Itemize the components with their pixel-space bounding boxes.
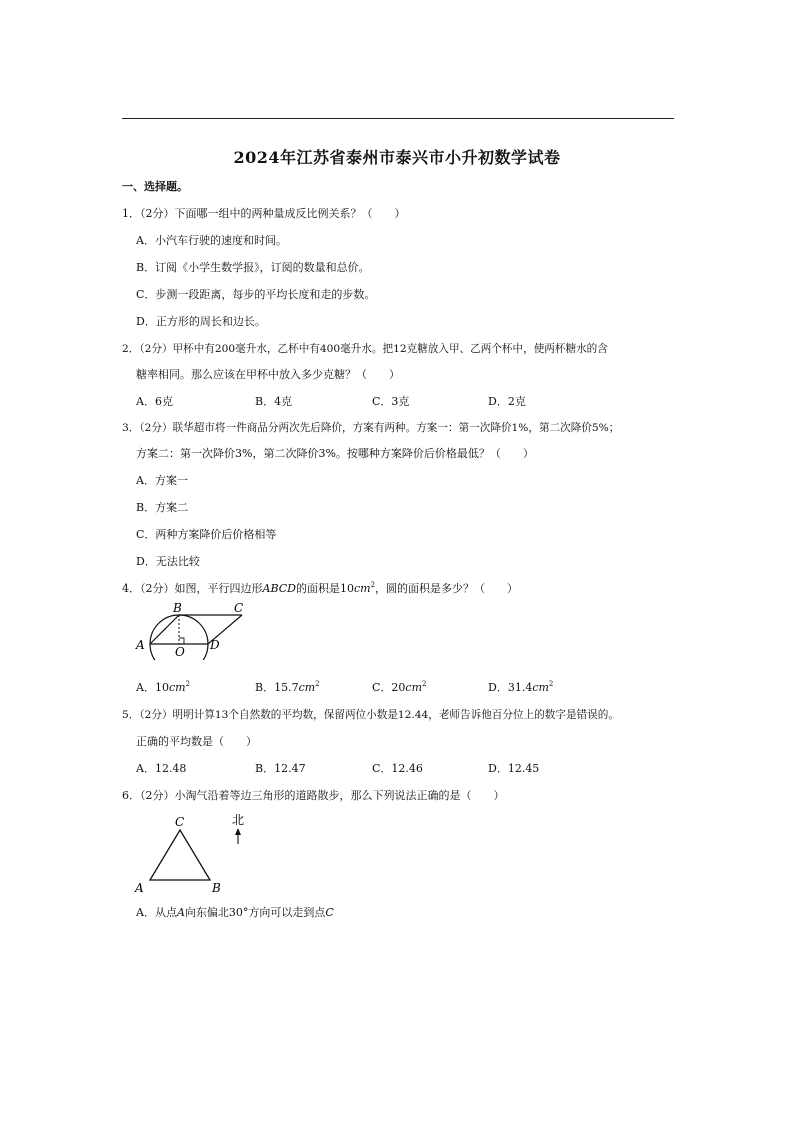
q4-label-c: C bbox=[234, 601, 244, 615]
q4-option-d-sup: 2 bbox=[548, 680, 554, 688]
q4-stem-abcd: ABCD bbox=[262, 582, 296, 595]
q4-label-b: B bbox=[173, 601, 182, 615]
q4-label-o: O bbox=[175, 645, 185, 659]
q3-option-b: B．方案二 bbox=[136, 501, 189, 514]
q4-option-b-unit: cm bbox=[298, 681, 316, 694]
q6-option-a bbox=[136, 906, 334, 920]
q6-label-b: B bbox=[212, 881, 221, 895]
q4-option-c-value: C．20 bbox=[372, 681, 406, 694]
header-rule bbox=[122, 118, 674, 119]
q4-stem-unit: cm bbox=[353, 582, 371, 595]
q4-option-a-value: A．10 bbox=[136, 681, 169, 694]
q1-option-d: D．正方形的周长和边长。 bbox=[136, 315, 266, 328]
q4-stem-part3: ，圆的面积是多少？（ ） bbox=[375, 582, 519, 595]
q4-option-d-unit: cm bbox=[532, 681, 549, 694]
q6-north-arrow-icon bbox=[235, 828, 241, 835]
q2-stem-line1: 2．（2分）甲杯中有200毫升水，乙杯中有400毫升水。把12克糖放入甲、乙两个杯中，使两杯糖水的含 bbox=[122, 343, 608, 355]
q4-stem-part1: 4．（2分）如图，平行四边形 bbox=[122, 582, 263, 595]
q4-option-c bbox=[372, 681, 426, 695]
q6-north-label: 北 bbox=[232, 813, 245, 827]
q5-option-b: B．12.47 bbox=[255, 762, 306, 775]
q4-option-d bbox=[488, 681, 553, 695]
q1-stem: 1．（2分）下面哪一组中的两种量成反比例关系？（ ） bbox=[122, 207, 406, 220]
q4-right-angle bbox=[179, 638, 184, 644]
q4-stem bbox=[122, 582, 518, 596]
q3-stem-line1: 3．（2分）联华超市将一件商品分两次先后降价，方案有两种。方案一：第一次降价1%，第二次降价5%； bbox=[122, 422, 620, 434]
q4-label-a: A bbox=[136, 638, 145, 652]
q6-label-c: C bbox=[175, 815, 185, 829]
q4-option-b-value: B．15.7 bbox=[255, 681, 299, 694]
q4-stem-part2: 的面积是10 bbox=[295, 582, 354, 595]
page-title: 2024年江苏省泰州市泰兴市小升初数学试卷 bbox=[233, 148, 561, 167]
q4-stem-sup: 2 bbox=[370, 581, 376, 589]
q1-option-a: A．小汽车行驶的速度和时间。 bbox=[136, 234, 287, 247]
q4-option-c-unit: cm bbox=[405, 681, 423, 694]
q2-stem-line2: 糖率相同。那么应该在甲杯中放入多少克糖？（ ） bbox=[136, 368, 400, 381]
q4-option-b-sup: 2 bbox=[315, 680, 320, 688]
q6-option-a-part2: 向东偏北30°方向可以走到点 bbox=[184, 906, 326, 919]
q5-stem-line2: 正确的平均数是（ ） bbox=[136, 735, 257, 748]
q6-triangle bbox=[150, 830, 210, 880]
q4-label-d: D bbox=[210, 638, 220, 652]
q4-option-d-value: D．31.4 bbox=[488, 681, 533, 694]
q2-option-d: D．2克 bbox=[488, 395, 526, 408]
q6-figure-triangle bbox=[130, 808, 260, 896]
q1-option-c: C．步测一段距离，每步的平均长度和走的步数。 bbox=[136, 288, 376, 301]
q4-option-a bbox=[136, 681, 190, 695]
q4-option-c-sup: 2 bbox=[422, 680, 427, 688]
q6-option-a-point-a: A bbox=[176, 906, 185, 919]
q3-stem-line2: 方案二：第一次降价3%，第二次降价3%。按哪种方案降价后价格最低？（ ） bbox=[136, 447, 534, 460]
q5-option-a: A．12.48 bbox=[136, 762, 187, 775]
q2-option-b: B．4克 bbox=[255, 395, 293, 408]
q6-option-a-point-c: C bbox=[325, 906, 334, 919]
q5-option-c: C．12.46 bbox=[372, 762, 423, 775]
q2-option-c: C．3克 bbox=[372, 395, 410, 408]
q5-stem-line1: 5．（2分）明明计算13个自然数的平均数，保留两位小数是12.44，老师告诉他百分位上的数字是错误的。 bbox=[122, 709, 619, 721]
q3-option-a: A．方案一 bbox=[136, 474, 188, 487]
q4-option-b bbox=[255, 681, 320, 695]
section-heading: 一、选择题。 bbox=[122, 180, 188, 193]
q6-option-a-part1: A．从点 bbox=[136, 906, 177, 919]
q3-option-d: D．无法比较 bbox=[136, 555, 200, 568]
q3-option-c: C．两种方案降价后价格相等 bbox=[136, 528, 277, 541]
q6-stem: 6．（2分）小淘气沿着等边三角形的道路散步，那么下列说法正确的是（ ） bbox=[122, 789, 505, 802]
q4-option-a-sup: 2 bbox=[185, 680, 191, 688]
q4-figure-circle-parallelogram bbox=[130, 598, 260, 660]
q1-option-b: B．订阅《小学生数学报》，订阅的数量和总价。 bbox=[136, 261, 370, 274]
q2-option-a: A．6克 bbox=[136, 395, 173, 408]
q5-option-d: D．12.45 bbox=[488, 762, 540, 775]
q4-option-a-unit: cm bbox=[168, 681, 186, 694]
q6-label-a: A bbox=[135, 881, 144, 895]
